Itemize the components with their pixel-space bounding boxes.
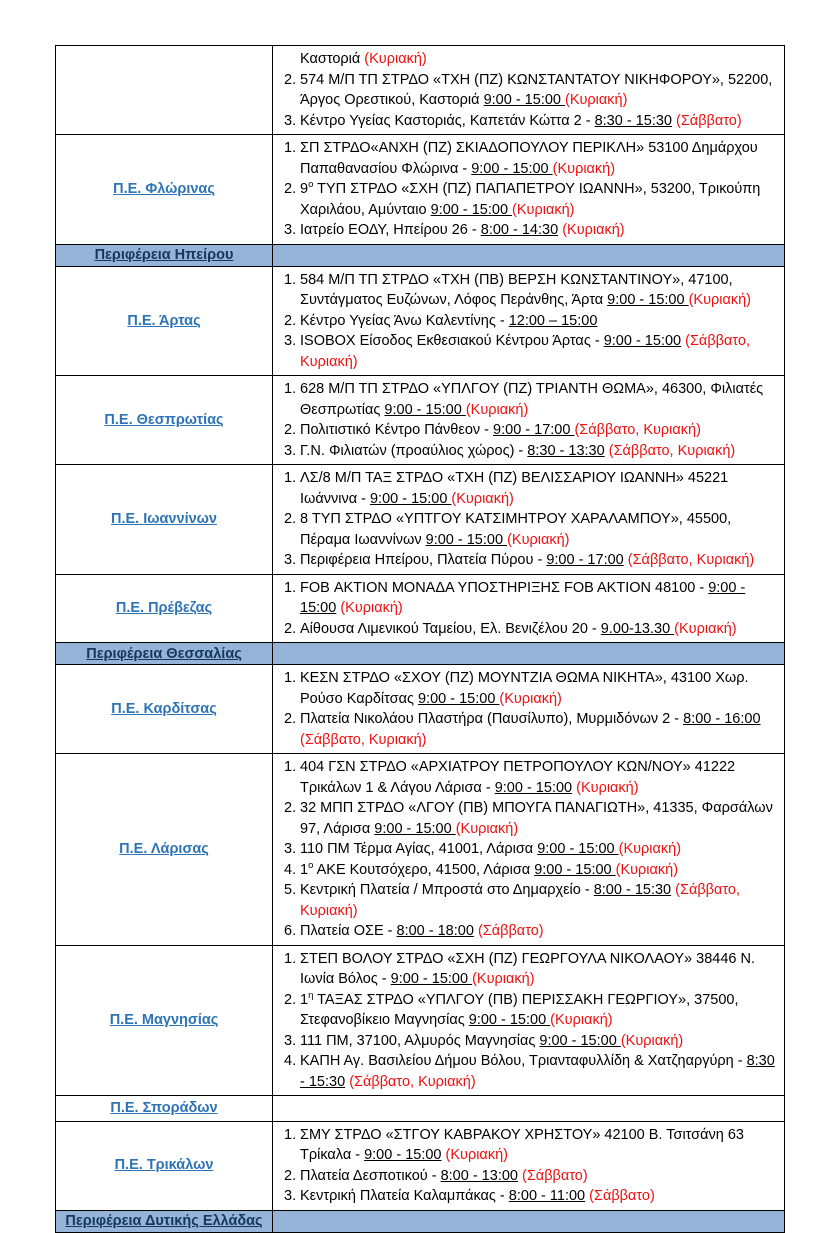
locations-cell (273, 665, 785, 754)
regional-unit-cell (56, 465, 273, 575)
regional-unit-cell (56, 945, 273, 1096)
regional-unit-label: Π.Ε. Φλώρινας (113, 181, 215, 197)
location-text: Αίθουσα Λιμενικού Ταμείου, Ελ. Βενιζέλου 20 - (300, 620, 601, 637)
time-range: 9:00 - 15:00 (468, 1012, 551, 1028)
location-item (273, 757, 778, 798)
day-label: (Σάββατο, Κυριακή) (608, 442, 736, 459)
day-label: (Σάββατο, Κυριακή) (349, 1073, 476, 1090)
item-number: 1. (284, 381, 297, 397)
regional-unit-cell (56, 754, 273, 946)
regional-unit-row (56, 1096, 785, 1122)
item-text (300, 138, 778, 179)
location-item (273, 468, 778, 509)
location-item (273, 619, 778, 640)
time-range: 9:00 - 15:00 (539, 1032, 621, 1049)
location-text: 111 ΠΜ, 37100, Αλμυρός Μαγνησίας (300, 1032, 540, 1049)
time-range: 9:00 - 15:00 (364, 1147, 442, 1163)
regional-unit-cell (56, 665, 273, 754)
location-item (273, 1166, 778, 1187)
item-text (300, 111, 778, 132)
item-text (300, 921, 778, 942)
location-text: Καστοριά (300, 51, 365, 67)
regional-unit-cell (56, 1096, 273, 1122)
time-range: 9:00 - 15:00 (425, 531, 508, 548)
time-range: 9:00 - 15:00 (494, 779, 573, 796)
day-label: (Σάββατο) (589, 1188, 655, 1204)
location-item (273, 990, 778, 1031)
time-range: 9.00-13.30 (600, 620, 675, 637)
time-range: 9:00 - 15:00 (418, 690, 500, 707)
day-label: (Κυριακή) (550, 1012, 613, 1028)
location-item (273, 70, 778, 111)
section-header-filler-cell (273, 244, 785, 266)
day-label: (Κυριακή) (565, 92, 628, 108)
location-text: 8 ΤΥΠ ΣΤΡΔΟ «ΥΠΤΓΟΥ ΚΑΤΣΙΜΗΤΡΟΥ ΧΑΡΑΛΑΜΠΟΥ», 45500, Πέραμα Ιωαννίνων (300, 511, 732, 548)
item-text (300, 420, 778, 441)
location-text: 32 ΜΠΠ ΣΤΡΔΟ «ΛΓΟΥ (ΠΒ) ΜΠΟΥΓΑ ΠΑΝΑΓΙΩΤΗ», 41335, Φαρσάλων 97, Λάρισα (300, 800, 773, 837)
ordinal-suffix: ο (308, 179, 314, 191)
location-item (273, 1031, 778, 1052)
item-text (300, 49, 778, 70)
item-number: 3. (284, 552, 297, 568)
location-text: 584 Μ/Π ΤΠ ΣΤΡΔΟ «ΤΧΗ (ΠΒ) ΒΕΡΣΗ ΚΩΝΣΤΑΝΤΙΝΟΥ», 47100, Συντάγματος Ευζώνων, Λόφος Περάνθης, Άρτα (300, 271, 733, 308)
section-header-cell (56, 244, 273, 266)
time-range: 9:00 - 15:00 (603, 333, 682, 349)
location-item (273, 441, 778, 462)
item-number: 4. (284, 1053, 297, 1069)
locations-table (55, 45, 785, 1233)
section-header-cell (56, 643, 273, 665)
item-number: 2. (284, 1167, 297, 1184)
location-item (273, 220, 778, 241)
item-number: 5. (284, 882, 297, 898)
regional-unit-cell (56, 135, 273, 245)
item-text (300, 1186, 778, 1207)
time-range: 9:00 - 15:00 (374, 820, 456, 837)
location-item (273, 1125, 778, 1166)
section-header-filler-cell (273, 1210, 785, 1232)
day-label: (Σάββατο) (477, 923, 544, 939)
locations-cell (273, 376, 785, 465)
item-text (300, 709, 778, 750)
item-number: 3. (284, 222, 297, 238)
location-text: 1 (300, 991, 309, 1008)
time-range: 8:00 - 15:30 (593, 882, 672, 898)
item-text (300, 468, 778, 509)
time-range: 9:00 - 17:00 (493, 422, 575, 438)
location-text: ΣΜΥ ΣΤΡΔΟ «ΣΤΓΟΥ ΚΑΒΡΑΚΟΥ ΧΡΗΣΤΟΥ» 42100 Β. Τσιτσάνη 63 Τρίκαλα - (300, 1126, 744, 1163)
locations-cell (273, 754, 785, 946)
location-item (273, 270, 778, 311)
item-text (300, 70, 778, 111)
item-number: 1. (284, 579, 297, 596)
time-range: 8:30 - 15:30 (594, 112, 672, 129)
location-item (273, 550, 778, 571)
item-number: 2. (284, 711, 297, 727)
location-text: Πολιτιστικό Κέντρο Πάνθεον - (300, 422, 494, 438)
section-header-filler-cell (273, 643, 785, 665)
item-text (300, 798, 778, 839)
time-range: 8:30 - 15:30 (300, 1053, 775, 1090)
location-text: Πλατεία Δεσποτικού - (300, 1167, 441, 1184)
location-text: ΚΑΠΗ Αγ. Βασιλείου Δήμου Βόλου, Τριανταφυλλίδη & Χατζηαργύρη - (300, 1053, 747, 1069)
item-text (300, 1051, 778, 1092)
location-item (273, 839, 778, 860)
location-item (273, 379, 778, 420)
item-text (300, 379, 778, 420)
item-number: 1. (284, 271, 297, 288)
time-range: 8:30 - 13:30 (527, 442, 605, 459)
time-range: 9:00 - 15:00 (430, 201, 513, 218)
day-label: (Σάββατο) (676, 112, 742, 129)
time-range: 9:00 - 15:00 (384, 401, 466, 418)
locations-cell (273, 574, 785, 643)
locations-cell (273, 1096, 785, 1122)
time-range: 12:00 – 15:00 (508, 312, 598, 329)
regional-unit-label: Π.Ε. Μαγνησίας (109, 1012, 219, 1028)
location-text: Κεντρική Πλατεία Καλαμπάκας - (300, 1188, 509, 1204)
location-text: ISOBOX Είσοδος Εκθεσιακού Κέντρου Άρτας - (300, 333, 604, 349)
location-item (273, 420, 778, 441)
item-text (300, 757, 778, 798)
location-item (273, 138, 778, 179)
location-text: 628 Μ/Π ΤΠ ΣΤΡΔΟ «ΥΠΛΓΟΥ (ΠΖ) ΤΡΙΑΝΤΗ ΘΩΜΑ», 46300, Φιλιατές Θεσπρωτίας (300, 381, 764, 418)
location-text: Κέντρο Υγείας Άνω Καλεντίνης - (300, 312, 509, 329)
day-label: (Κυριακή) (507, 531, 570, 548)
time-range: 9:00 - 15:00 (483, 92, 565, 108)
regional-unit-row (56, 945, 785, 1096)
location-text: ΣΤΕΠ ΒΟΛΟΥ ΣΤΡΔΟ «ΣΧΗ (ΠΖ) ΓΕΩΡΓΟΥΛΑ ΝΙΚΟΛΑΟΥ» 38446 Ν. Ιωνία Βόλος - (300, 950, 755, 987)
item-number: 2. (284, 620, 297, 637)
day-label: (Κυριακή) (576, 779, 639, 796)
location-text: Πλατεία Νικολάου Πλαστήρα (Παυσίλυπο), Μυρμιδόνων 2 - (300, 711, 684, 727)
time-range: 8:00 - 14:30 (480, 222, 559, 238)
location-text: Πλατεία ΟΣΕ - (300, 923, 397, 939)
item-number: 2. (284, 991, 297, 1008)
ordinal-suffix: ο (308, 859, 314, 871)
regional-unit-cell (56, 376, 273, 465)
location-item (273, 668, 778, 709)
regional-unit-row (56, 465, 785, 575)
regional-unit-label: Π.Ε. Καρδίτσας (111, 700, 217, 717)
regional-unit-label: Π.Ε. Σποράδων (110, 1100, 218, 1116)
item-text (300, 1166, 778, 1187)
item-number: 2. (284, 71, 297, 88)
item-text (300, 619, 778, 640)
location-text: Ιατρείο ΕΟΔΥ, Ηπείρου 26 - (300, 222, 481, 238)
location-item (273, 1186, 778, 1207)
item-text (300, 441, 778, 462)
location-text: Κέντρο Υγείας Καστοριάς, Καπετάν Κώττα 2 - (300, 112, 595, 129)
location-item (273, 578, 778, 619)
day-label: (Κυριακή) (465, 401, 529, 418)
item-number: 3. (284, 841, 297, 857)
day-label: (Κυριακή) (620, 1032, 684, 1049)
location-text: FOB ΑΚΤΙΟΝ ΜΟΝΑΔΑ ΥΠΟΣΤΗΡΙΞΗΣ FOB AKTION 48100 - (300, 579, 709, 596)
day-label: (Κυριακή) (615, 861, 679, 878)
item-text (300, 220, 778, 241)
item-number: 2. (284, 511, 297, 527)
section-header-label: Περιφέρεια Ηπείρου (94, 247, 234, 263)
locations-cell (273, 945, 785, 1096)
item-text (300, 880, 778, 921)
item-number: 3. (284, 333, 297, 349)
region-section-row (56, 244, 785, 266)
item-number: 2. (284, 181, 297, 197)
item-text (300, 550, 778, 571)
day-label: (Κυριακή) (512, 201, 575, 218)
item-text (300, 311, 778, 332)
item-text (300, 668, 778, 709)
regional-unit-row (56, 574, 785, 643)
regional-unit-cell (56, 1121, 273, 1210)
location-text: 110 ΠΜ Τέρμα Αγίας, 41001, Λάρισα (300, 841, 538, 857)
item-number: 2. (284, 312, 297, 329)
item-number: 1. (284, 1126, 297, 1143)
locations-cell (273, 266, 785, 376)
regional-unit-row (56, 46, 785, 135)
item-text (300, 1125, 778, 1166)
regional-unit-label: Π.Ε. Άρτας (127, 312, 201, 329)
locations-cell (273, 465, 785, 575)
regional-unit-label: Π.Ε. Λάρισας (119, 841, 209, 857)
item-number: 3. (284, 442, 297, 459)
day-label: (Κυριακή) (445, 1147, 508, 1163)
location-text: ΛΣ/8 Μ/Π ΤΑΞ ΣΤΡΔΟ «ΤΧΗ (ΠΖ) ΒΕΛΙΣΣΑΡΙΟΥ ΙΩΑΝΝΗ» 45221 Ιωάννινα - (300, 470, 729, 507)
item-text (300, 509, 778, 550)
time-range: 9:00 - 15:00 (537, 841, 619, 857)
item-number: 1. (284, 470, 297, 486)
time-range: 9:00 - 15:00 (390, 971, 473, 987)
section-header-label: Περιφέρεια Θεσσαλίας (86, 645, 242, 662)
item-text (300, 1031, 778, 1052)
time-range: 9:00 - 15:00 (534, 861, 616, 878)
day-label: (Κυριακή) (472, 971, 535, 987)
location-item (273, 1051, 778, 1092)
regional-unit-label: Π.Ε. Ιωαννίνων (111, 511, 217, 527)
item-number: 1. (284, 950, 297, 967)
location-item (273, 798, 778, 839)
day-label: (Κυριακή) (562, 222, 625, 238)
item-text (300, 331, 778, 372)
ordinal-suffix: η (308, 989, 314, 1001)
item-number: 1. (284, 670, 297, 686)
regional-unit-cell (56, 266, 273, 376)
day-label: (Κυριακή) (455, 820, 519, 837)
locations-table-body (56, 46, 785, 1233)
item-text (300, 578, 778, 619)
location-text: ΣΠ ΣΤΡΔΟ«ΑΝΧΗ (ΠΖ) ΣΚΙΑΔΟΠΟΥΛΟΥ ΠΕΡΙΚΛΗ» 53100 Δημάρχου Παπαθανασίου Φλώρινα - (300, 140, 758, 177)
time-range: 8:00 - 11:00 (508, 1188, 586, 1204)
regional-unit-row (56, 754, 785, 946)
regional-unit-label: Π.Ε. Πρέβεζας (115, 600, 213, 616)
item-number: 4. (284, 861, 297, 878)
item-text (300, 839, 778, 860)
item-number: 1. (284, 140, 297, 156)
locations-cell (273, 135, 785, 245)
time-range: 9:00 - 15:00 (607, 292, 689, 308)
locations-cell (273, 46, 785, 135)
day-label: (Σάββατο, Κυριακή) (300, 882, 741, 919)
location-text: 404 ΓΣΝ ΣΤΡΔΟ «ΑΡΧΙΑΤΡΟΥ ΠΕΤΡΟΠΟΥΛΟΥ ΚΩΝ/ΝΟΥ» 41222 Τρικάλων 1 & Λάγου Λάρισα - (300, 759, 736, 796)
day-label: (Σάββατο, Κυριακή) (574, 422, 701, 438)
regional-unit-label: Π.Ε. Τρικάλων (114, 1157, 214, 1174)
location-item (273, 921, 778, 942)
location-text: ΚΕΣΝ ΣΤΡΔΟ «ΣΧΟΥ (ΠΖ) ΜΟΥΝΤΖΙΑ ΘΩΜΑ ΝΙΚΗΤΑ», 43100 Χωρ. Ρούσο Καρδίτσας (300, 670, 749, 707)
day-label: (Σάββατο, Κυριακή) (300, 333, 750, 370)
time-range: 9:00 - 15:00 (300, 579, 746, 616)
time-range: 9:00 - 15:00 (369, 490, 452, 507)
location-text: 574 Μ/Π ΤΠ ΣΤΡΔΟ «ΤΧΗ (ΠΖ) ΚΩΝΣΤΑΝΤΑΤΟΥ ΝΙΚΗΦΟΡΟΥ», 52200, Άργος Ορεστικού, Καστοριά (300, 71, 773, 108)
location-item (273, 949, 778, 990)
day-label: (Σάββατο, Κυριακή) (300, 731, 427, 748)
item-text (300, 270, 778, 311)
location-text: Γ.Ν. Φιλιατών (προαύλιος χώρος) - (300, 442, 528, 459)
time-range: 9:00 - 17:00 (546, 552, 624, 568)
item-text (300, 179, 778, 220)
day-label: (Κυριακή) (364, 51, 427, 67)
item-number: 6. (284, 923, 297, 939)
locations-cell (273, 1121, 785, 1210)
time-range: 8:00 - 13:00 (440, 1167, 518, 1184)
regional-unit-row (56, 1121, 785, 1210)
location-text: ΤΑΞΑΣ ΣΤΡΔΟ «ΥΠΛΓΟΥ (ΠΒ) ΠΕΡΙΣΣΑΚΗ ΓΕΩΡΓΙΟΥ», 37500, Στεφανοβίκειο Μαγνησίας (300, 991, 739, 1028)
item-text (300, 949, 778, 990)
regional-unit-label: Π.Ε. Θεσπρωτίας (104, 411, 224, 428)
day-label: (Κυριακή) (499, 690, 562, 707)
region-section-row (56, 1210, 785, 1232)
location-item (273, 311, 778, 332)
item-number: 1. (284, 759, 297, 775)
regional-unit-row (56, 376, 785, 465)
location-text: 9 (300, 181, 309, 197)
location-item (273, 509, 778, 550)
location-item (273, 111, 778, 132)
regional-unit-cell (56, 574, 273, 643)
location-text: ΤΥΠ ΣΤΡΔΟ «ΣΧΗ (ΠΖ) ΠΑΠΑΠΕΤΡΟΥ ΙΩΑΝΝΗ», 53200, Τρικούπη Χαριλάου, Αμύνταιο (300, 181, 761, 218)
day-label: (Κυριακή) (688, 292, 752, 308)
item-number: 3. (284, 1032, 297, 1049)
day-label: (Κυριακή) (618, 841, 682, 857)
day-label: (Κυριακή) (451, 490, 514, 507)
day-label: (Κυριακή) (552, 160, 616, 177)
item-text (300, 990, 778, 1031)
time-range: 9:00 - 15:00 (471, 160, 553, 177)
item-number: 3. (284, 112, 297, 129)
location-item (273, 709, 778, 750)
location-text: 1 (300, 861, 309, 878)
item-number: 2. (284, 422, 297, 438)
day-label: (Κυριακή) (674, 620, 737, 637)
location-text: Κεντρική Πλατεία / Μπροστά στο Δημαρχείο - (300, 882, 594, 898)
location-text: Περιφέρεια Ηπείρου, Πλατεία Πύρου - (300, 552, 547, 568)
location-text: ΑΚΕ Κουτσόχερο, 41500, Λάρισα (313, 861, 535, 878)
section-header-cell (56, 1210, 273, 1232)
day-label: (Σάββατο) (522, 1167, 588, 1184)
location-item (273, 331, 778, 372)
time-range: 8:00 - 18:00 (396, 923, 474, 939)
location-item (273, 179, 778, 220)
item-number: 3. (284, 1188, 297, 1204)
item-number: 2. (284, 800, 297, 816)
regional-unit-cell (56, 46, 273, 135)
day-label: (Κυριακή) (340, 600, 403, 616)
region-section-row (56, 643, 785, 665)
location-item (273, 860, 778, 881)
time-range: 8:00 - 16:00 (683, 711, 761, 727)
regional-unit-row (56, 135, 785, 245)
regional-unit-row (56, 665, 785, 754)
location-item (273, 49, 778, 70)
location-item (273, 880, 778, 921)
section-header-label: Περιφέρεια Δυτικής Ελλάδας (65, 1213, 263, 1229)
regional-unit-row (56, 266, 785, 376)
item-text (300, 860, 778, 881)
day-label: (Σάββατο, Κυριακή) (627, 552, 755, 568)
